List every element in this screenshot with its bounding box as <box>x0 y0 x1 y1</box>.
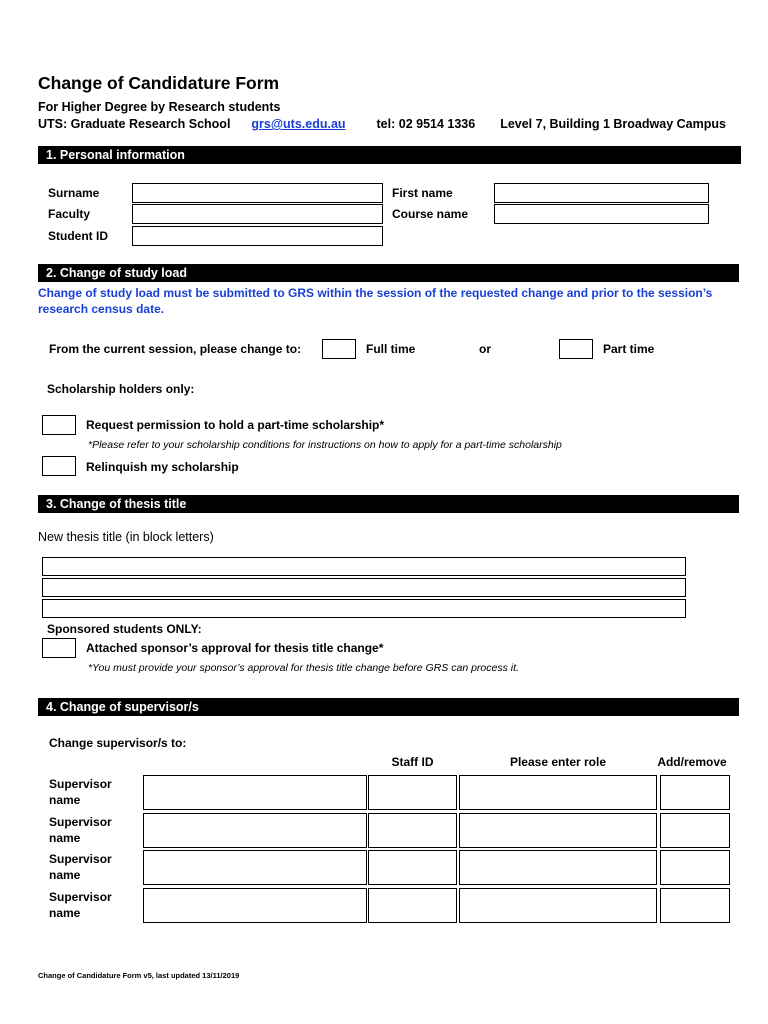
form-subtitle: For Higher Degree by Research students <box>38 100 281 114</box>
supervisor-name-input[interactable] <box>143 850 367 885</box>
thesis-title-line-3[interactable] <box>42 599 686 618</box>
role-input[interactable] <box>459 850 657 885</box>
add-remove-input[interactable] <box>660 850 730 885</box>
supervisor-row <box>0 888 768 924</box>
full-time-label: Full time <box>366 342 416 356</box>
phone-number: tel: 02 9514 1336 <box>376 117 476 131</box>
change-supervisor-prompt: Change supervisor/s to: <box>49 736 187 750</box>
form-title: Change of Candidature Form <box>38 73 280 93</box>
section-2-heading: 2. Change of study load <box>38 264 739 282</box>
supervisor-name-input[interactable] <box>143 813 367 848</box>
supervisor-name-input[interactable] <box>143 888 367 923</box>
staff-id-input[interactable] <box>368 888 457 923</box>
add-remove-input[interactable] <box>660 888 730 923</box>
change-prompt: From the current session, please change to: <box>49 342 302 356</box>
thesis-title-line-2[interactable] <box>42 578 686 597</box>
surname-label: Surname <box>48 186 100 200</box>
section-1-heading: 1. Personal information <box>38 146 741 164</box>
sponsored-heading: Sponsored students ONLY: <box>47 622 202 636</box>
staff-id-input[interactable] <box>368 775 457 810</box>
role-input[interactable] <box>459 888 657 923</box>
col-add-remove: Add/remove <box>657 755 727 769</box>
role-input[interactable] <box>459 813 657 848</box>
supervisor-row <box>0 813 768 849</box>
email-link[interactable]: grs@uts.edu.au <box>251 117 346 131</box>
thesis-title-line-1[interactable] <box>42 557 686 576</box>
part-time-scholarship-label: Request permission to hold a part-time scholarship* <box>86 418 385 432</box>
study-load-notice: Change of study load must be submitted to GRS within the session of the requested change and prior to the session’s research census date. <box>38 286 713 316</box>
supervisor-name-label: Supervisor name <box>49 815 112 845</box>
part-time-scholarship-checkbox[interactable] <box>42 415 76 435</box>
add-remove-input[interactable] <box>660 775 730 810</box>
supervisor-row <box>0 775 768 811</box>
course-name-label: Course name <box>392 207 469 221</box>
part-time-checkbox[interactable] <box>559 339 593 359</box>
relinquish-scholarship-label: Relinquish my scholarship <box>86 460 239 474</box>
or-label: or <box>479 342 491 356</box>
scholarship-note: *Please refer to your scholarship conditions for instructions on how to apply for a part-time scholarship <box>88 439 562 451</box>
staff-id-input[interactable] <box>368 813 457 848</box>
role-input[interactable] <box>459 775 657 810</box>
part-time-label: Part time <box>603 342 655 356</box>
section-4-heading: 4. Change of supervisor/s <box>38 698 739 716</box>
sponsor-approval-checkbox[interactable] <box>42 638 76 658</box>
faculty-input[interactable] <box>132 204 383 224</box>
student-id-label: Student ID <box>48 229 108 243</box>
col-staff-id: Staff ID <box>391 755 434 769</box>
supervisor-name-input[interactable] <box>143 775 367 810</box>
faculty-label: Faculty <box>48 207 91 221</box>
scholarship-heading: Scholarship holders only: <box>47 382 195 396</box>
add-remove-input[interactable] <box>660 813 730 848</box>
course-name-input[interactable] <box>494 204 709 224</box>
section-3-heading: 3. Change of thesis title <box>38 495 739 513</box>
student-id-input[interactable] <box>132 226 383 246</box>
first-name-label: First name <box>392 186 453 200</box>
col-role: Please enter role <box>509 755 607 769</box>
school-name: UTS: Graduate Research School <box>38 117 231 131</box>
sponsor-note: *You must provide your sponsor’s approval for thesis title change before GRS can process it. <box>88 662 519 674</box>
supervisor-name-label: Supervisor name <box>49 890 112 920</box>
contact-line <box>38 117 726 131</box>
supervisor-row <box>0 850 768 886</box>
relinquish-scholarship-checkbox[interactable] <box>42 456 76 476</box>
surname-input[interactable] <box>132 183 383 203</box>
new-thesis-title-label: New thesis title (in block letters) <box>38 530 214 544</box>
address: Level 7, Building 1 Broadway Campus <box>500 117 726 131</box>
full-time-checkbox[interactable] <box>322 339 356 359</box>
sponsor-approval-label: Attached sponsor’s approval for thesis title change* <box>86 641 384 655</box>
supervisor-name-label: Supervisor name <box>49 852 112 882</box>
first-name-input[interactable] <box>494 183 709 203</box>
footer-version: Change of Candidature Form v5, last updated 13/11/2019 <box>38 971 240 980</box>
supervisor-name-label: Supervisor name <box>49 777 112 807</box>
staff-id-input[interactable] <box>368 850 457 885</box>
